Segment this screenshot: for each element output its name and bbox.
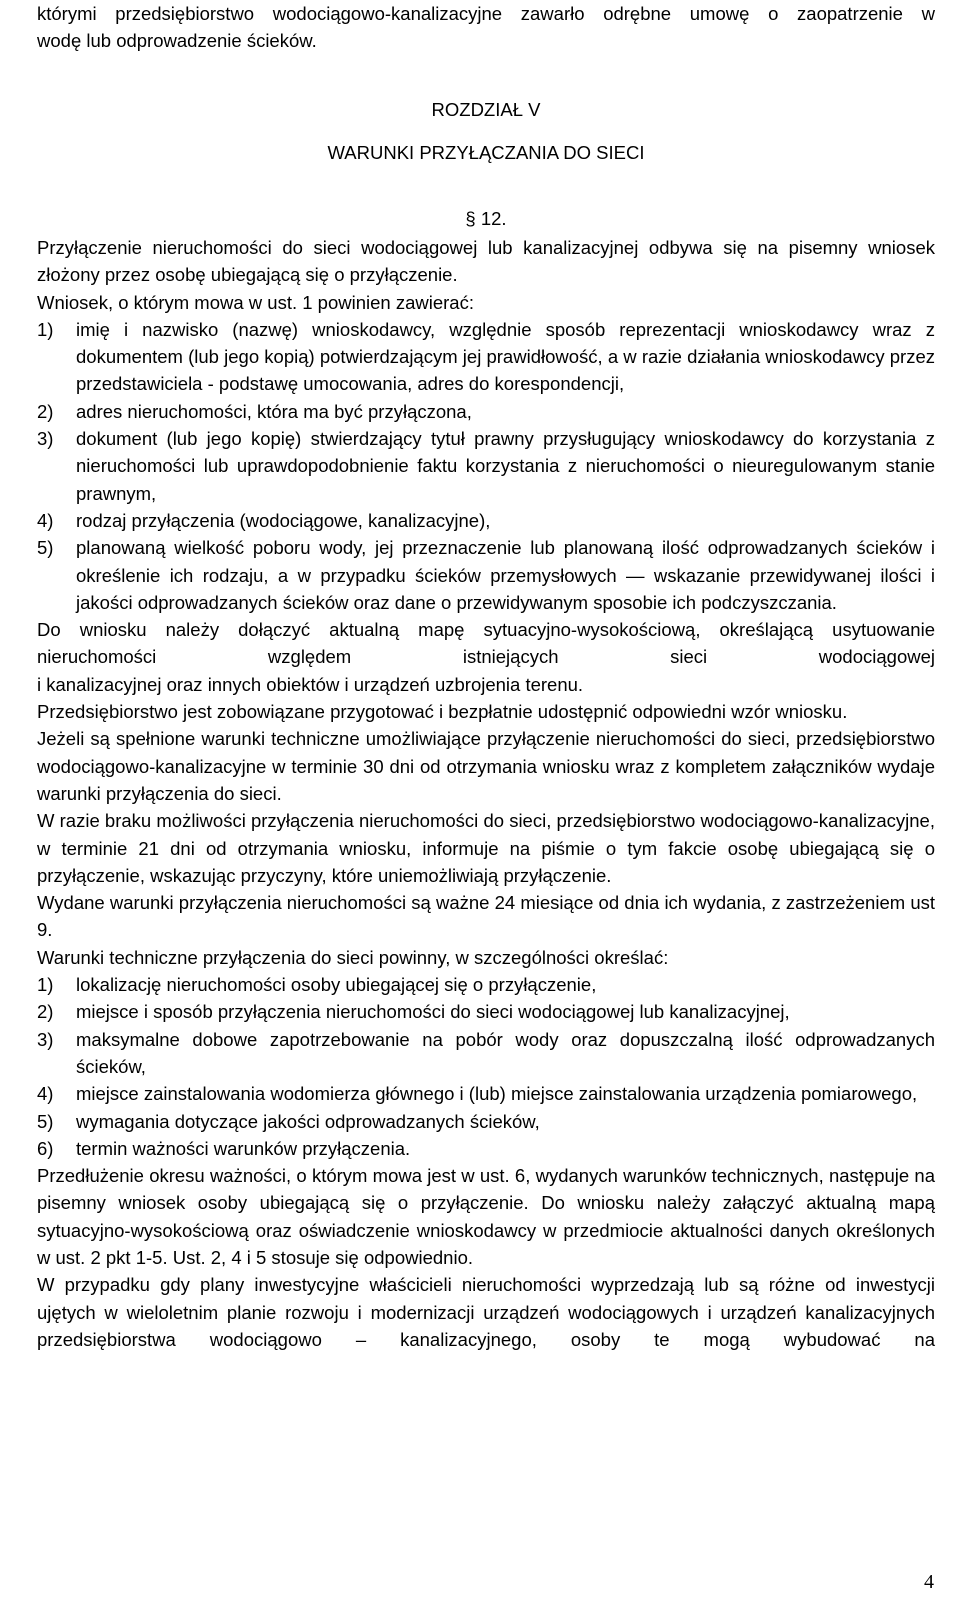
list-item-8 <box>0 944 935 971</box>
item-text: Wniosek, o którym mowa w ust. 1 powinien zawierać: <box>37 291 474 313</box>
section-list <box>0 234 935 1353</box>
paragraph-number: § 12. <box>465 208 507 229</box>
item-text: Wydane warunki przyłączenia nieruchomości są ważne 24 miesiące od dnia ich wydania, z zastrzeżeniem ust 9. <box>37 892 935 941</box>
sub-text: termin ważności warunków przyłączenia. <box>76 1137 411 1159</box>
list-item-1 <box>0 234 935 289</box>
list-item-5 <box>0 725 935 807</box>
sublist-item <box>37 425 935 507</box>
sub-number: 3) <box>37 428 54 450</box>
page-number: 4 <box>924 1571 934 1593</box>
sublist-item <box>37 534 935 616</box>
list-item-2 <box>0 289 935 316</box>
sub-text: miejsce i sposób przyłączenia nieruchomości do sieci wodociągowej lub kanalizacyjnej, <box>76 1001 790 1023</box>
intro-paragraph <box>37 0 935 55</box>
list-item-9 <box>0 1162 935 1271</box>
list-item-6 <box>0 807 935 889</box>
sublist-item <box>37 1108 935 1135</box>
sublist-item <box>37 998 935 1025</box>
sub-number: 6) <box>37 1137 54 1159</box>
sub-text: planowaną wielkość poboru wody, jej przeznaczenie lub planowaną ilość odprowadzanych ścieków i określenie ich rodzaju, a w przypadku ścieków przemysłowych — wskazanie przewidywanej ilości i jakości odprowadzanych ścieków oraz dane o przewidywanym sposobie ich podczyszczania. <box>76 537 935 613</box>
item-text-line-2: nieruchomości względem istniejących sieci wodociągowej <box>37 646 935 668</box>
chapter-number: ROZDZIAŁ V <box>431 99 541 120</box>
item-text-line-1: Do wniosku należy dołączyć aktualną mapę sytuacyjno-wysokościową, określającą usytuowanie <box>37 619 935 641</box>
sub-text: adres nieruchomości, która ma być przyłączona, <box>76 400 472 422</box>
sublist-item <box>37 398 935 425</box>
chapter-title: WARUNKI PRZYŁĄCZANIA DO SIECI <box>327 142 645 163</box>
item-text: Przedłużenie okresu ważności, o którym mowa jest w ust. 6, wydanych warunków technicznych, następuje na pisemny wniosek osoby ubiegającą się o przyłączenie. Do wniosku należy załączyć aktualną mapą sytuacyjno-wysokościową oraz oświadczenie wnioskodawcy w przedmiocie aktualności danych określonych w ust. 2 pkt 1-5. Ust. 2, 4 i 5 stosuje się odpowiednio. <box>37 1165 935 1268</box>
sub-number: 4) <box>37 509 54 531</box>
list-item-3 <box>0 616 935 698</box>
sub-text: maksymalne dobowe zapotrzebowanie na pobór wody oraz dopuszczalną ilość odprowadzanych ścieków, <box>76 1028 935 1077</box>
sub-text: imię i nazwisko (nazwę) wnioskodawcy, względnie sposób reprezentacji wnioskodawcy wraz z dokumentem (lub jego kopią) potwierdzającym jej prawidłowość, a w razie działania wnioskodawcy przez przedstawiciela - podstawę umocowania, adres do korespondencji, <box>76 318 935 395</box>
sublist-item <box>37 507 935 534</box>
list-item-4 <box>0 698 935 725</box>
sub-number: 5) <box>37 537 54 559</box>
list-item-10 <box>0 1271 935 1353</box>
sublist-item <box>37 316 935 398</box>
item-text: Warunki techniczne przyłączenia do sieci powinny, w szczególności określać: <box>37 946 669 968</box>
sublist-item <box>37 1026 935 1081</box>
item-2-sublist <box>0 316 935 616</box>
sub-number: 4) <box>37 1083 54 1105</box>
item-text: Przyłączenie nieruchomości do sieci wodociągowej lub kanalizacyjnej odbywa się na pisemny wniosek złożony przez osobę ubiegającą się o przyłączenie. <box>37 237 935 286</box>
item-text: Jeżeli są spełnione warunki techniczne umożliwiające przyłączenie nieruchomości do sieci, przedsiębiorstwo wodociągowo-kanalizacyjne w terminie 30 dni od otrzymania wniosku wraz z kompletem załączników wydaje warunki przyłączenia do sieci. <box>37 728 935 804</box>
intro-line-1: którymi przedsiębiorstwo wodociągowo-kanalizacyjne zawarło odrębne umowę o zaopatrzenie w <box>37 3 935 24</box>
item-text-line-3: i kanalizacyjnej oraz innych obiektów i urządzeń uzbrojenia terenu. <box>37 673 584 695</box>
item-text: W przypadku gdy plany inwestycyjne właścicieli nieruchomości wyprzedzają lub są różne od inwestycji ujętych w wieloletnim planie rozwoju i modernizacji urządzeń wodociągowych i urządzeń kanalizacyjnych przedsiębiorstwa wodociągowo – kanalizacyjnego, osoby te mogą wybudować na <box>37 1274 935 1350</box>
sub-text: lokalizację nieruchomości osoby ubiegającej się o przyłączenie, <box>76 974 597 996</box>
sublist-item <box>37 971 935 998</box>
item-8-sublist <box>0 971 935 1162</box>
item-text: Przedsiębiorstwo jest zobowiązane przygotować i bezpłatnie udostępnić odpowiedni wzór wniosku. <box>37 701 848 723</box>
sublist-item <box>37 1080 935 1107</box>
sub-number: 1) <box>37 974 54 996</box>
sub-number: 3) <box>37 1028 54 1050</box>
sub-text: wymagania dotyczące jakości odprowadzanych ścieków, <box>76 1110 540 1132</box>
sub-text: miejsce zainstalowania wodomierza głównego i (lub) miejsce zainstalowania urządzenia pomiarowego, <box>76 1083 918 1105</box>
sublist-item <box>37 1135 935 1162</box>
sub-text: dokument (lub jego kopię) stwierdzający tytuł prawny przysługujący wnioskodawcy do korzystania z nieruchomości lub uprawdopodobnienie faktu korzystania z nieruchomości o nieuregulowanym stanie prawnym, <box>76 428 935 504</box>
intro-line-2: wodę lub odprowadzenie ścieków. <box>37 30 317 52</box>
sub-text: rodzaj przyłączenia (wodociągowe, kanalizacyjne), <box>76 509 491 531</box>
sub-number: 1) <box>37 318 54 340</box>
sub-number: 2) <box>37 400 54 422</box>
list-item-7 <box>0 889 935 944</box>
sub-number: 2) <box>37 1001 54 1023</box>
sub-number: 5) <box>37 1110 54 1132</box>
item-text: W razie braku możliwości przyłączenia nieruchomości do sieci, przedsiębiorstwo wodociągowo-kanalizacyjne, w terminie 21 dni od otrzymania wniosku, informuje na piśmie o tym fakcie osobę ubiegającą się o przyłączenie, wskazując przyczyny, które uniemożliwiają przyłączenie. <box>37 810 935 886</box>
